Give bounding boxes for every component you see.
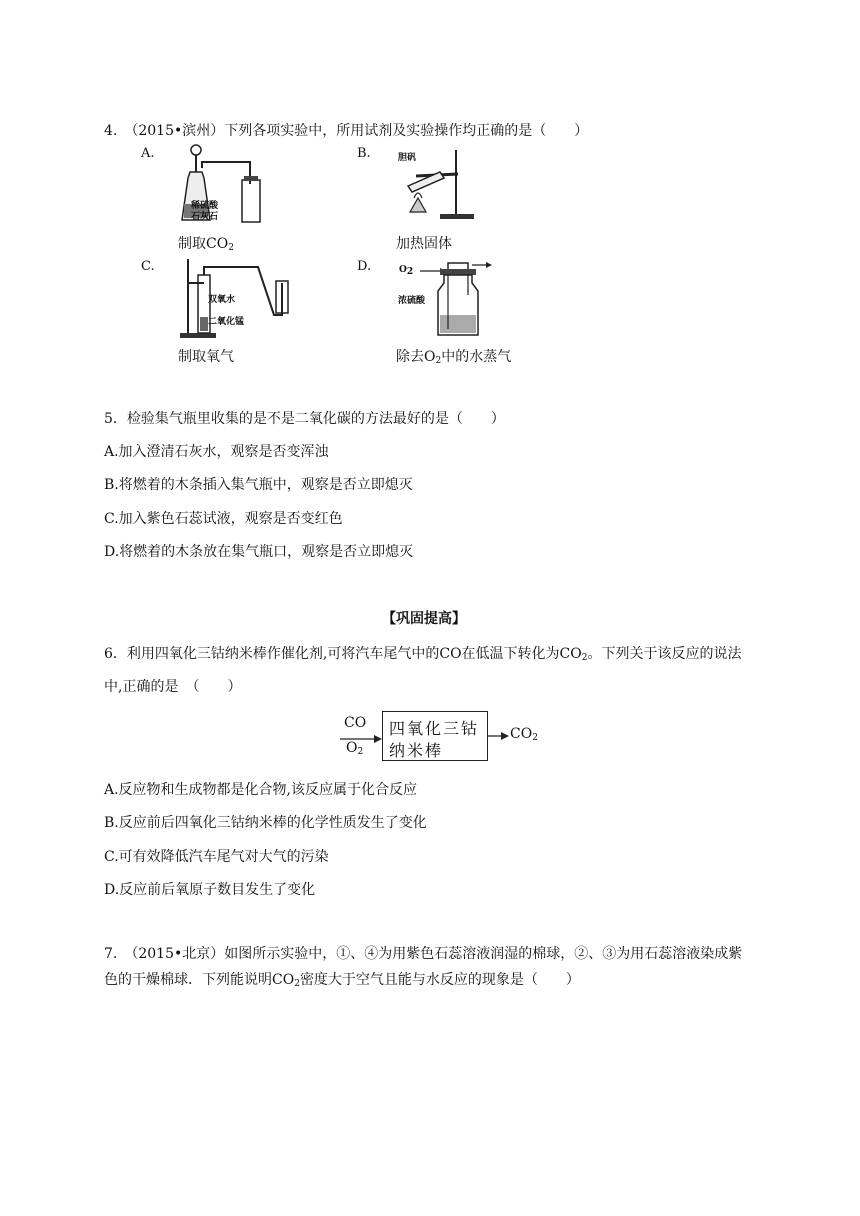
q4-option-c-figure	[178, 255, 294, 341]
q6-option-d: D.反应前后氧原子数目发生了变化	[104, 882, 316, 898]
q6-scheme-catalyst-box	[382, 711, 488, 761]
q7-line1: 7. （2015•北京）如图所示实验中，①、④为用紫色石蕊溶液润湿的棉球，②、③为用石蕊溶液染成紫	[104, 946, 743, 962]
q6-scheme-reactant-o2: $O_2$	[346, 740, 364, 757]
q5-stem: 5．检验集气瓶里收集的是不是二氧化碳的方法最好的是（ ）	[104, 411, 505, 427]
q4-option-c-letter: C.	[141, 259, 155, 274]
q4-option-b-caption: 加热固体	[396, 236, 452, 252]
q6-option-a: A.反应物和生成物都是化合物,该反应属于化合反应	[104, 782, 418, 798]
q5-option-d: D.将燃着的木条放在集气瓶口，观察是否立即熄灭	[104, 544, 414, 560]
q4-option-a-label-acid: 稀硫酸	[191, 201, 219, 211]
q6-option-b: B.反应前后四氧化三钴纳米棒的化学性质发生了变化	[104, 815, 427, 831]
q4-option-d-label-o2: $O_2$	[399, 265, 414, 277]
q5-option-a: A.加入澄清石灰水，观察是否变浑浊	[104, 444, 329, 460]
q7-line2: 色的干燥棉球．下列能说明$CO_2$密度大于空气且能与水反应的现象是（ ）	[104, 972, 580, 989]
q6-stem-line1: 6．利用四氧化三钴纳米棒作催化剂,可将汽车尾气中的CO在低温下转化为$CO_2$。下列关于该反应的说法	[104, 646, 742, 663]
q4-option-d-letter: D.	[357, 259, 372, 274]
q5-option-b: B.将燃着的木条插入集气瓶中，观察是否立即熄灭	[104, 477, 413, 493]
q4-option-d-label-acid: 浓硫酸	[398, 296, 426, 306]
q4-option-a-caption: 制取$CO_2$	[178, 236, 234, 253]
q6-scheme-product: $CO_2$	[510, 726, 538, 743]
q4-option-b-letter: B.	[357, 146, 371, 161]
q4-option-c-label-mno2: 二氧化锰	[208, 317, 245, 327]
q6-scheme-catalyst-line1: 四氧化三钴	[389, 719, 480, 738]
q6-stem-line2: 中,正确的是 （ ）	[104, 679, 242, 695]
q4-option-d-caption: 除去$O_2$中的水蒸气	[396, 349, 512, 366]
q4-option-a-letter: A.	[141, 146, 155, 161]
q5-option-c: C.加入紫色石蕊试液，观察是否变红色	[104, 511, 343, 527]
q6-option-c: C.可有效降低汽车尾气对大气的污染	[104, 849, 329, 865]
q6-scheme-catalyst-line2: 纳米棒	[389, 741, 444, 760]
q6-scheme-arrow-out	[487, 731, 511, 741]
section-title: 【巩固提高】	[382, 611, 466, 627]
q4-stem: 4. （2015•滨州）下列各项实验中，所用试剂及实验操作均正确的是（ ）	[104, 123, 589, 139]
q4-option-c-caption: 制取氧气	[178, 349, 234, 365]
q4-option-c-label-peroxide: 双氧水	[208, 295, 236, 305]
q6-scheme-reactant-co: CO	[344, 715, 367, 731]
q4-option-a-label-limestone: 石灰石	[191, 212, 219, 222]
q4-option-b-label-solid: 胆矾	[398, 153, 417, 163]
